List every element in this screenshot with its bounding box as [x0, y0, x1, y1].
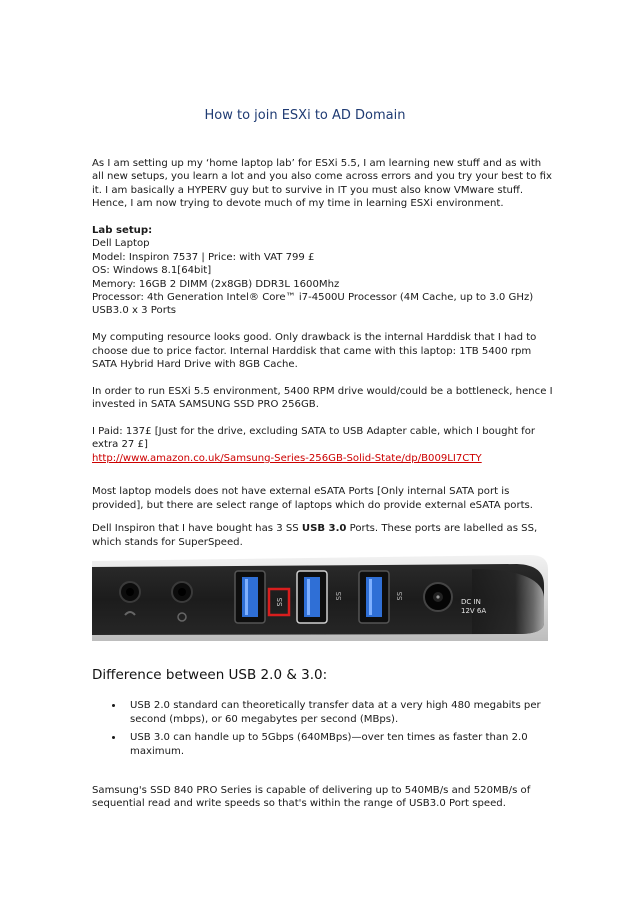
dc-in-label: DC IN — [461, 597, 481, 606]
ssd-paragraph: In order to run ESXi 5.5 environment, 5400 RPM drive would/could be a bottleneck, hence I invested in SATA SAMSUNG SSD PRO 256GB. — [92, 385, 553, 411]
lab-setup-line: Processor: 4th Generation Intel® Core™ i7-4500U Processor (4M Cache, up to 3.0 GHz) — [92, 292, 534, 304]
usb-difference-list — [92, 699, 554, 758]
resource-paragraph: My computing resource looks good. Only drawback is the internal Harddisk that I had to choose due to price factor. Internal Harddisk that came with this laptop: 1TB 5400 rpm SATA Hybrid Hard Drive with 8GB Cache. — [92, 332, 537, 371]
document-title: How to join ESXi to AD Domain — [204, 108, 406, 123]
usb-difference-heading: Difference between USB 2.0 & 3.0: — [92, 666, 328, 683]
dc-rating-label: 12V 6A — [461, 606, 487, 615]
svg-text:SS: SS — [335, 591, 343, 601]
list-item: • USB 2.0 standard can theoretically transfer data at a very high 480 megabits per second (mbps), or 60 megabytes per second (MBps). — [124, 699, 554, 726]
lab-setup-section — [92, 224, 554, 318]
dc-power-jack-icon — [424, 583, 452, 611]
dell-paragraph — [92, 522, 554, 549]
dell-text-pre: Dell Inspiron that I have bought has 3 SS — [92, 523, 302, 535]
intro-paragraph: As I am setting up my ‘home laptop lab’ for ESXi 5.5, I am learning new stuff and as with all new setups, you learn a lot and you also come across errors and you try your best to fix it. I am basically a HYPERV guy but to survive in IT you must also know VMware stuff. Hence, I am now trying to devote much of my time in learning ESXi environment. — [92, 158, 552, 210]
lab-setup-heading: Lab setup: — [92, 225, 153, 237]
lab-setup-line: USB3.0 x 3 Ports — [92, 305, 177, 317]
paid-section — [92, 425, 554, 465]
amazon-link[interactable]: http://www.amazon.co.uk/Samsung-Series-256GB-Solid-State/dp/B009LI7CTY — [92, 452, 482, 464]
lab-setup-line: Model: Inspiron 7537 | Price: with VAT 799 £ — [92, 251, 315, 263]
lab-setup-line: Dell Laptop — [92, 238, 150, 250]
usb3-port-icon — [235, 571, 265, 623]
paid-paragraph: I Paid: 137£ [Just for the drive, excluding SATA to USB Adapter cable, which I bought for extra 27 £] — [92, 426, 536, 451]
esata-paragraph: Most laptop models does not have external eSATA Ports [Only internal SATA port is provided], but there are select range of laptops which do provide external eSATA ports. — [92, 486, 534, 511]
svg-text:SS: SS — [396, 591, 404, 601]
dell-text-post: Ports. These ports are labelled as SS, which stands for SuperSpeed. — [92, 523, 538, 548]
list-item: • USB 3.0 can handle up to 5Gbps (640MBps)—over ten times as faster than 2.0 maximum. — [124, 731, 554, 758]
lab-setup-line: OS: Windows 8.1[64bit] — [92, 265, 212, 277]
dell-text-bold: USB 3.0 — [301, 523, 347, 535]
lab-setup-line: Memory: 16GB 2 DIMM (2x8GB) DDR3L 1600Mhz — [92, 278, 340, 290]
closing-paragraph: Samsung's SSD 840 PRO Series is capable of delivering up to 540MB/s and 520MB/s of sequential read and write speeds so that's within the range of USB3.0 Port speed. — [92, 784, 531, 810]
laptop-ports-photo — [92, 555, 554, 641]
svg-text:SS: SS — [276, 597, 284, 607]
document-body — [92, 157, 554, 824]
